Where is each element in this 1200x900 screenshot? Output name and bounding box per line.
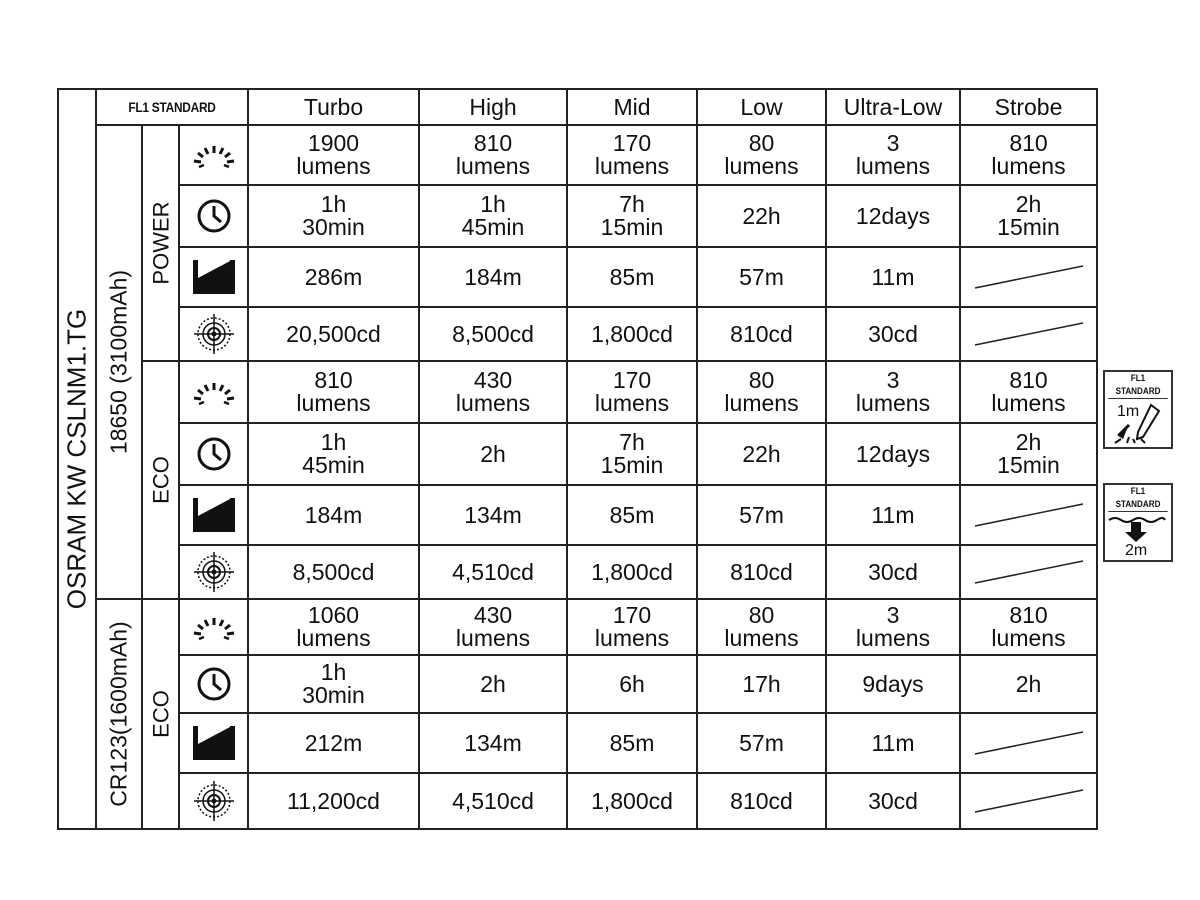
value-cell: 430 lumens bbox=[419, 361, 567, 423]
value-cell: 810 lumens bbox=[248, 361, 419, 423]
metric-icon-cell bbox=[179, 423, 248, 485]
value-cell: 2h 15min bbox=[960, 423, 1097, 485]
value-cell: 22h bbox=[697, 423, 826, 485]
not-applicable-slash bbox=[969, 262, 1089, 292]
battery-label: 18650 (3100mAh) bbox=[105, 269, 132, 455]
metric-icon-cell bbox=[179, 545, 248, 599]
value-cell: 2h bbox=[960, 655, 1097, 713]
table-row bbox=[58, 773, 1097, 829]
metric-icon-cell bbox=[179, 361, 248, 423]
peak-intensity-icon bbox=[192, 312, 236, 356]
value-cell: 11,200cd bbox=[248, 773, 419, 829]
not-applicable-cell bbox=[960, 485, 1097, 545]
value-cell: 3 lumens bbox=[826, 599, 960, 655]
column-header: Turbo bbox=[248, 89, 419, 125]
fl1-standard-label: FL1 STANDARD bbox=[128, 98, 216, 115]
value-cell: 3 lumens bbox=[826, 361, 960, 423]
battery-label: CR123(1600mAh) bbox=[105, 621, 132, 807]
table-row bbox=[58, 545, 1097, 599]
table-row bbox=[58, 423, 1097, 485]
runtime-icon bbox=[194, 434, 234, 474]
value-cell: 4,510cd bbox=[419, 545, 567, 599]
column-header: Mid bbox=[567, 89, 697, 125]
runtime-icon bbox=[194, 196, 234, 236]
model-name: OSRAM KW CSLNM1.TG bbox=[61, 308, 92, 610]
column-header: Strobe bbox=[960, 89, 1097, 125]
value-cell: 1h 30min bbox=[248, 655, 419, 713]
value-cell: 12days bbox=[826, 185, 960, 247]
mode-label: POWER bbox=[148, 201, 173, 285]
value-cell: 85m bbox=[567, 485, 697, 545]
beam-distance-icon bbox=[191, 496, 237, 534]
table-row bbox=[58, 485, 1097, 545]
metric-icon-cell bbox=[179, 599, 248, 655]
value-cell: 1h 30min bbox=[248, 185, 419, 247]
header-row bbox=[58, 89, 1097, 125]
metric-icon-cell bbox=[179, 125, 248, 185]
value-cell: 57m bbox=[697, 485, 826, 545]
column-header: High bbox=[419, 89, 567, 125]
badge-value: 2m bbox=[1125, 542, 1148, 559]
value-cell: 30cd bbox=[826, 307, 960, 361]
impact-resistance-badge bbox=[1103, 370, 1173, 449]
value-cell: 22h bbox=[697, 185, 826, 247]
metric-icon-cell bbox=[179, 185, 248, 247]
table-row bbox=[58, 125, 1097, 185]
value-cell: 134m bbox=[419, 713, 567, 773]
battery-cell bbox=[96, 599, 142, 829]
table-row bbox=[58, 307, 1097, 361]
metric-icon-cell bbox=[179, 247, 248, 307]
mode-cell bbox=[142, 125, 179, 361]
value-cell: 184m bbox=[419, 247, 567, 307]
spec-table bbox=[57, 88, 1098, 830]
badge-value: 1m bbox=[1117, 403, 1140, 420]
value-cell: 57m bbox=[697, 713, 826, 773]
badge-standard-label: FL1 STANDARD bbox=[1108, 372, 1167, 399]
not-applicable-cell bbox=[960, 545, 1097, 599]
value-cell: 170 lumens bbox=[567, 599, 697, 655]
mode-cell bbox=[142, 599, 179, 829]
column-header: Low bbox=[697, 89, 826, 125]
value-cell: 1,800cd bbox=[567, 545, 697, 599]
value-cell: 810 lumens bbox=[960, 599, 1097, 655]
metric-icon-cell bbox=[179, 307, 248, 361]
metric-icon-cell bbox=[179, 655, 248, 713]
column-header: Ultra-Low bbox=[826, 89, 960, 125]
table-row bbox=[58, 361, 1097, 423]
peak-intensity-icon bbox=[192, 550, 236, 594]
model-cell bbox=[58, 89, 96, 829]
value-cell: 30cd bbox=[826, 773, 960, 829]
value-cell: 3 lumens bbox=[826, 125, 960, 185]
not-applicable-slash bbox=[969, 500, 1089, 530]
value-cell: 9days bbox=[826, 655, 960, 713]
table-row bbox=[58, 185, 1097, 247]
beam-distance-icon bbox=[191, 724, 237, 762]
water-resistance-badge bbox=[1103, 483, 1173, 562]
not-applicable-slash bbox=[969, 319, 1089, 349]
value-cell: 134m bbox=[419, 485, 567, 545]
value-cell: 2h bbox=[419, 655, 567, 713]
value-cell: 30cd bbox=[826, 545, 960, 599]
value-cell: 810 lumens bbox=[419, 125, 567, 185]
metric-icon-cell bbox=[179, 485, 248, 545]
badge-standard-label: FL1 STANDARD bbox=[1108, 485, 1167, 512]
value-cell: 80 lumens bbox=[697, 361, 826, 423]
value-cell: 6h bbox=[567, 655, 697, 713]
fl1-standard-header bbox=[96, 89, 248, 125]
output-icon bbox=[191, 612, 237, 642]
value-cell: 20,500cd bbox=[248, 307, 419, 361]
value-cell: 1h 45min bbox=[419, 185, 567, 247]
not-applicable-slash bbox=[969, 786, 1089, 816]
value-cell: 85m bbox=[567, 713, 697, 773]
value-cell: 184m bbox=[248, 485, 419, 545]
value-cell: 1060 lumens bbox=[248, 599, 419, 655]
value-cell: 170 lumens bbox=[567, 361, 697, 423]
value-cell: 80 lumens bbox=[697, 125, 826, 185]
value-cell: 430 lumens bbox=[419, 599, 567, 655]
value-cell: 170 lumens bbox=[567, 125, 697, 185]
value-cell: 4,510cd bbox=[419, 773, 567, 829]
metric-icon-cell bbox=[179, 713, 248, 773]
value-cell: 1,800cd bbox=[567, 307, 697, 361]
value-cell: 810 lumens bbox=[960, 361, 1097, 423]
value-cell: 85m bbox=[567, 247, 697, 307]
value-cell: 12days bbox=[826, 423, 960, 485]
not-applicable-cell bbox=[960, 713, 1097, 773]
mode-label: ECO bbox=[148, 690, 173, 738]
not-applicable-cell bbox=[960, 307, 1097, 361]
value-cell: 1900 lumens bbox=[248, 125, 419, 185]
table-row bbox=[58, 599, 1097, 655]
value-cell: 2h 15min bbox=[960, 185, 1097, 247]
battery-cell bbox=[96, 125, 142, 599]
not-applicable-slash bbox=[969, 728, 1089, 758]
value-cell: 810 lumens bbox=[960, 125, 1097, 185]
value-cell: 8,500cd bbox=[248, 545, 419, 599]
output-icon bbox=[191, 377, 237, 407]
value-cell: 80 lumens bbox=[697, 599, 826, 655]
value-cell: 17h bbox=[697, 655, 826, 713]
value-cell: 810cd bbox=[697, 545, 826, 599]
value-cell: 1,800cd bbox=[567, 773, 697, 829]
not-applicable-cell bbox=[960, 247, 1097, 307]
mode-label: ECO bbox=[148, 456, 173, 504]
not-applicable-cell bbox=[960, 773, 1097, 829]
peak-intensity-icon bbox=[192, 779, 236, 823]
beam-distance-icon bbox=[191, 258, 237, 296]
table-row bbox=[58, 713, 1097, 773]
table-row bbox=[58, 655, 1097, 713]
value-cell: 7h 15min bbox=[567, 185, 697, 247]
table-row bbox=[58, 247, 1097, 307]
value-cell: 57m bbox=[697, 247, 826, 307]
value-cell: 2h bbox=[419, 423, 567, 485]
not-applicable-slash bbox=[969, 557, 1089, 587]
output-icon bbox=[191, 140, 237, 170]
value-cell: 11m bbox=[826, 485, 960, 545]
value-cell: 11m bbox=[826, 713, 960, 773]
runtime-icon bbox=[194, 664, 234, 704]
metric-icon-cell bbox=[179, 773, 248, 829]
value-cell: 11m bbox=[826, 247, 960, 307]
value-cell: 8,500cd bbox=[419, 307, 567, 361]
value-cell: 212m bbox=[248, 713, 419, 773]
mode-cell bbox=[142, 361, 179, 599]
value-cell: 286m bbox=[248, 247, 419, 307]
value-cell: 1h 45min bbox=[248, 423, 419, 485]
impact-resistance-icon bbox=[1105, 399, 1167, 447]
value-cell: 7h 15min bbox=[567, 423, 697, 485]
value-cell: 810cd bbox=[697, 773, 826, 829]
value-cell: 810cd bbox=[697, 307, 826, 361]
